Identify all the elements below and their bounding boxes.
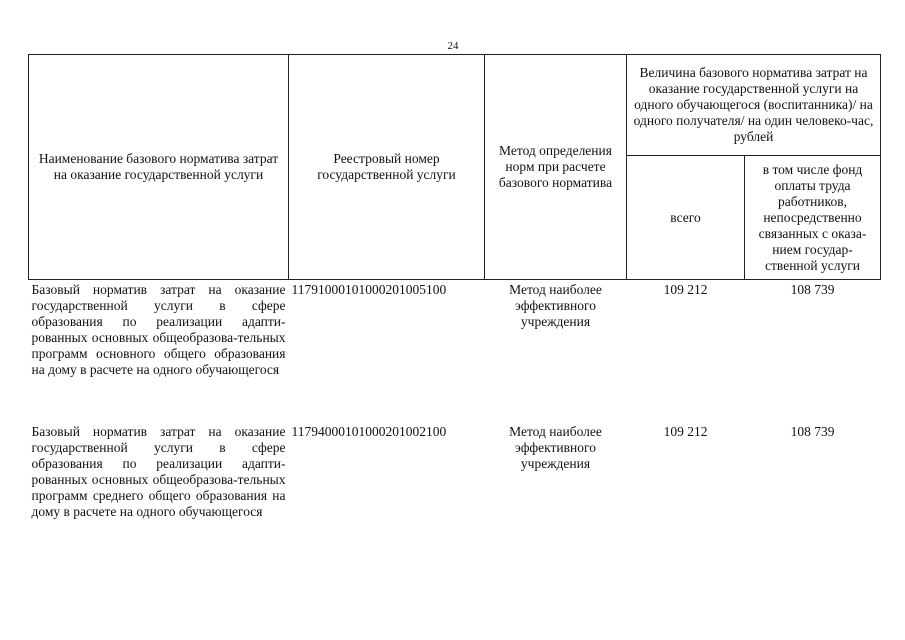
table-row: [29, 280, 881, 423]
header-total: всего: [627, 156, 745, 280]
total-value-cell: 109 212: [663, 424, 708, 439]
table-header: [29, 55, 881, 280]
header-row-1: [29, 55, 881, 156]
norm-name-cell: Базовый норматив затрат на оказание государственной услуги в сфере образования по реализации адапти-рованных основных общеобразова-тельных программ основного общего образования на дому в расчете на одного обучающегося: [31, 282, 286, 377]
cost-norms-table: [28, 54, 881, 564]
norm-name-cell: Базовый норматив затрат на оказание государственной услуги в сфере образования по реализации адапти-рованных основных общеобразова-тельных программ среднего общего образования на дому в расчете на одного обучающегося: [31, 424, 286, 519]
method-cell: Метод наиболее эффективного учреждения: [509, 424, 602, 471]
table-row: [29, 422, 881, 564]
labor-fund-cell: 108 739: [790, 424, 835, 439]
header-registry-number: Реестровый номер государственной услуги: [289, 55, 485, 280]
registry-number-cell: 11794000101000201002100: [291, 424, 447, 439]
page-number: 24: [447, 40, 459, 52]
registry-number-cell: 11791000101000201005100: [291, 282, 447, 297]
header-labor-fund: в том числе фонд оплаты труда работников, непосредственно связанных с оказа-нием государ-ственной услуги: [745, 156, 881, 280]
header-method: Метод определения норм при расчете базового норматива: [485, 55, 627, 280]
table-body: [29, 280, 881, 565]
header-norm-name: Наименование базового норматива затрат на оказание государственной услуги: [29, 55, 289, 280]
header-norm-value: Величина базового норматива затрат на оказание государственной услуги на одного обучающегося (воспитанника)/ на одного получателя/ на один человеко-час, рублей: [627, 55, 881, 156]
labor-fund-cell: 108 739: [790, 282, 835, 297]
method-cell: Метод наиболее эффективного учреждения: [509, 282, 602, 329]
total-value-cell: 109 212: [663, 282, 708, 297]
